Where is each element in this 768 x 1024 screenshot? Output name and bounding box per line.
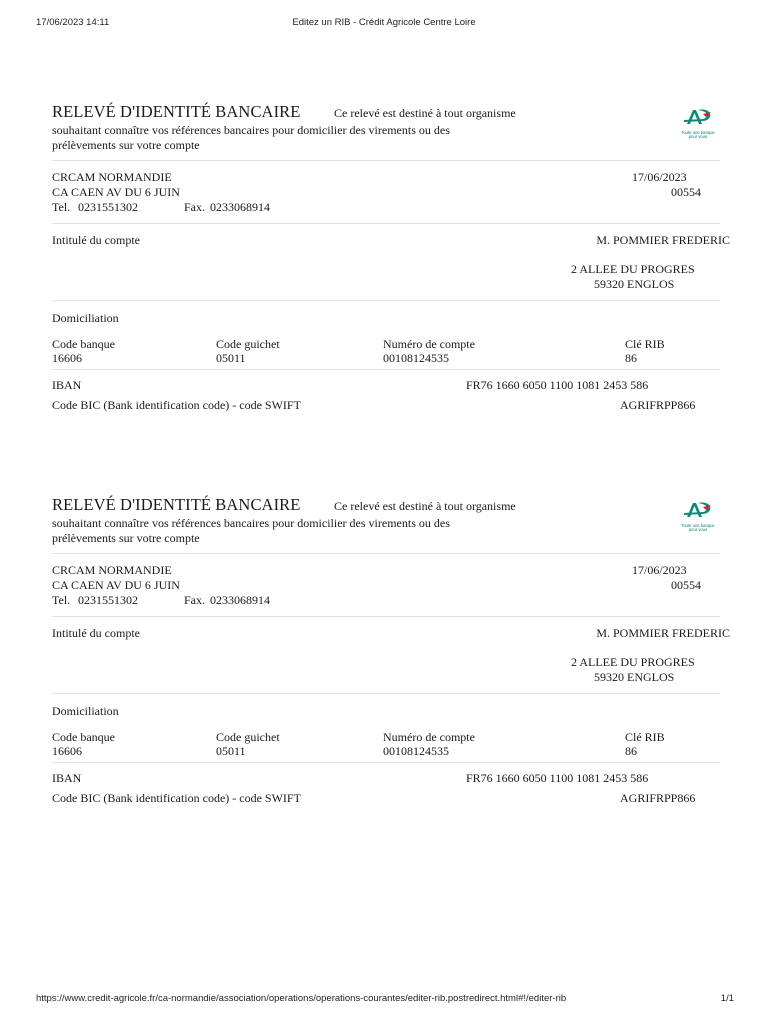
- domiciliation-label: Domiciliation: [52, 311, 119, 325]
- branch-code-value: 05011: [216, 351, 246, 365]
- tel-value: 0231551302: [78, 200, 138, 214]
- holder-address-line2: 59320 ENGLOS: [594, 670, 675, 684]
- rib-date: 17/06/2023: [632, 170, 687, 184]
- rib-intro-line2: souhaitant connaître vos références bancaires pour domicilier des virements ou des: [52, 123, 450, 137]
- print-footer: [0, 993, 768, 1007]
- branch-name: CA CAEN AV DU 6 JUIN: [52, 578, 180, 592]
- account-title-label: Intitulé du compte: [52, 233, 140, 247]
- iban-label: IBAN: [52, 771, 82, 785]
- branch-code-value: 05011: [216, 744, 246, 758]
- print-url: https://www.credit-agricole.fr/ca-normandie/association/operations/operations-courantes/editer-rib.postredirect.html#!/editer-rib: [36, 993, 567, 1004]
- bank-code-label: Code banque: [52, 337, 115, 351]
- rib-intro-line2: souhaitant connaître vos références bancaires pour domicilier des virements ou des: [52, 516, 450, 530]
- bank-name: CRCAM NORMANDIE: [52, 563, 172, 577]
- agency-code: 00554: [671, 185, 701, 199]
- logo-tagline: Toute une banque pour vous: [681, 523, 715, 533]
- rib-key-value: 86: [625, 744, 637, 758]
- holder-name: M. POMMIER FREDERIC: [596, 233, 730, 247]
- rib-key-label: Clé RIB: [625, 337, 665, 351]
- rib-date: 17/06/2023: [632, 563, 687, 577]
- print-page-counter: 1/1: [720, 993, 734, 1004]
- separator: [52, 369, 720, 370]
- rib-intro-line1: Ce relevé est destiné à tout organisme: [334, 499, 516, 513]
- rib-intro-line1: Ce relevé est destiné à tout organisme: [334, 106, 516, 120]
- rib-intro-line3: prélèvements sur votre compte: [52, 138, 200, 152]
- credit-agricole-logo-icon: [674, 499, 722, 535]
- fax-label: Fax.: [184, 200, 205, 214]
- rib-block: [52, 493, 732, 823]
- branch-name: CA CAEN AV DU 6 JUIN: [52, 185, 180, 199]
- separator: [52, 616, 720, 617]
- print-datetime: 17/06/2023 14:11: [36, 17, 110, 28]
- bic-label: Code BIC (Bank identification code) - code SWIFT: [52, 791, 301, 805]
- domiciliation-label: Domiciliation: [52, 704, 119, 718]
- holder-address-line1: 2 ALLEE DU PROGRES: [571, 262, 695, 276]
- account-number-label: Numéro de compte: [383, 730, 475, 744]
- bank-code-label: Code banque: [52, 730, 115, 744]
- separator: [52, 693, 720, 694]
- fax-value: 0233068914: [210, 593, 270, 607]
- rib-intro-line3: prélèvements sur votre compte: [52, 531, 200, 545]
- bic-label: Code BIC (Bank identification code) - code SWIFT: [52, 398, 301, 412]
- fax-value: 0233068914: [210, 200, 270, 214]
- separator: [52, 300, 720, 301]
- holder-name: M. POMMIER FREDERIC: [596, 626, 730, 640]
- rib-title: RELEVÉ D'IDENTITÉ BANCAIRE: [52, 102, 301, 121]
- separator: [52, 762, 720, 763]
- bank-code-value: 16606: [52, 744, 82, 758]
- rib-title: RELEVÉ D'IDENTITÉ BANCAIRE: [52, 495, 301, 514]
- bic-value: AGRIFRPP866: [620, 398, 696, 412]
- rib-key-value: 86: [625, 351, 637, 365]
- holder-address-line2: 59320 ENGLOS: [594, 277, 675, 291]
- credit-agricole-logo-icon: [674, 106, 722, 142]
- iban-label: IBAN: [52, 378, 82, 392]
- branch-code-label: Code guichet: [216, 337, 280, 351]
- bic-value: AGRIFRPP866: [620, 791, 696, 805]
- branch-code-label: Code guichet: [216, 730, 280, 744]
- separator: [52, 160, 720, 161]
- fax-label: Fax.: [184, 593, 205, 607]
- logo-tagline: Toute une banque pour vous: [681, 130, 715, 140]
- holder-address-line1: 2 ALLEE DU PROGRES: [571, 655, 695, 669]
- rib-block: [52, 100, 732, 430]
- account-title-label: Intitulé du compte: [52, 626, 140, 640]
- rib-key-label: Clé RIB: [625, 730, 665, 744]
- account-number-value: 00108124535: [383, 744, 449, 758]
- agency-code: 00554: [671, 578, 701, 592]
- bank-code-value: 16606: [52, 351, 82, 365]
- bank-name: CRCAM NORMANDIE: [52, 170, 172, 184]
- tel-label: Tel.: [52, 593, 71, 607]
- account-number-label: Numéro de compte: [383, 337, 475, 351]
- tel-label: Tel.: [52, 200, 71, 214]
- iban-value: FR76 1660 6050 1100 1081 2453 586: [466, 378, 649, 392]
- separator: [52, 553, 720, 554]
- tel-value: 0231551302: [78, 593, 138, 607]
- separator: [52, 223, 720, 224]
- print-header: [0, 17, 768, 31]
- account-number-value: 00108124535: [383, 351, 449, 365]
- print-page-title: Editez un RIB - Crédit Agricole Centre Loire: [292, 17, 476, 28]
- iban-value: FR76 1660 6050 1100 1081 2453 586: [466, 771, 649, 785]
